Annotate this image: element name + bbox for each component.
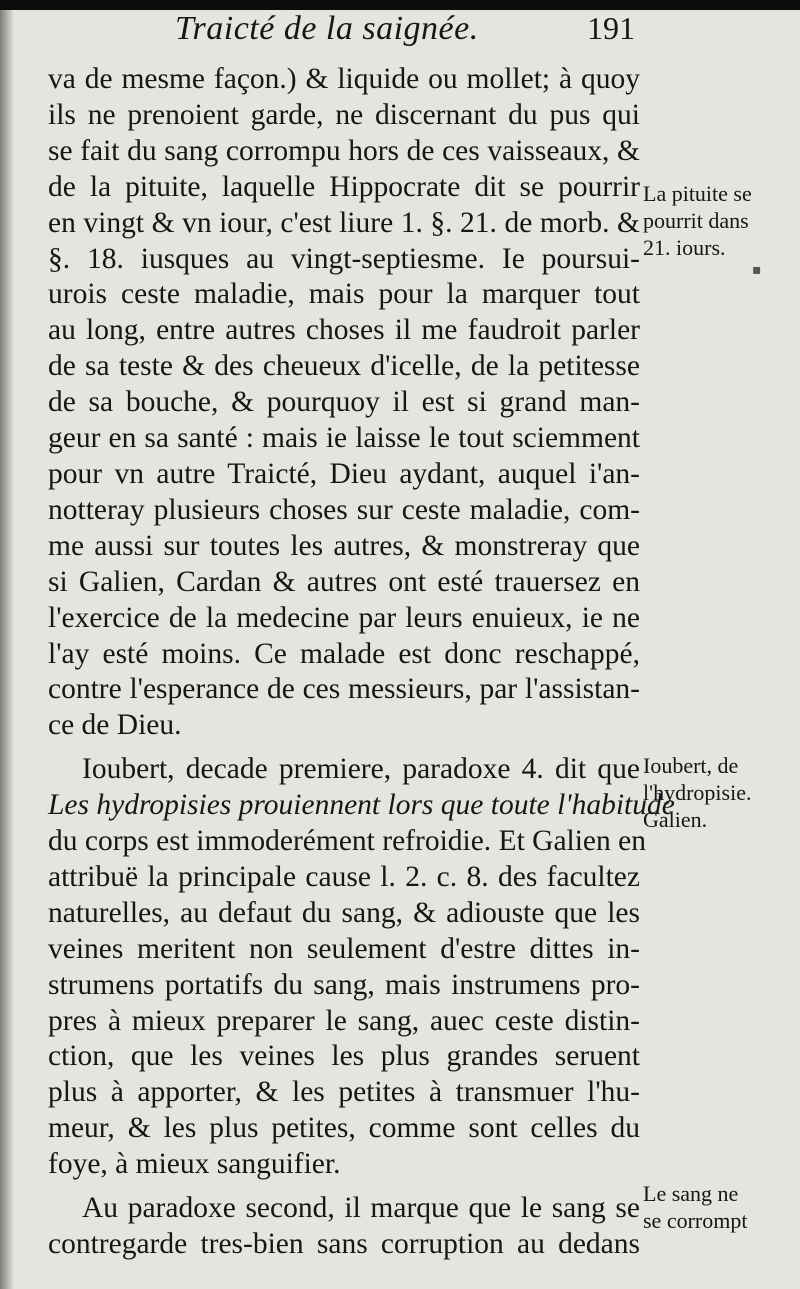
text-line: urois ceste maladie, mais pour la marquer tout — [48, 278, 640, 311]
text-line: naturelles, au defaut du sang, & adiouste que les — [48, 896, 640, 929]
page-gutter-shadow — [0, 10, 14, 1289]
note-line: Le sang ne — [643, 1181, 739, 1206]
text-line: de sa bouche, & pourquoy il est si grand man- — [48, 386, 640, 419]
text-line: si Galien, Cardan & autres ont esté trauersez en — [48, 565, 640, 598]
text-line: de la pituite, laquelle Hippocrate dit se pourrir — [48, 170, 640, 203]
text-line: ction, que les veines les plus grandes seruent — [48, 1040, 640, 1073]
text-line: notteray plusieurs choses sur ceste maladie, com- — [48, 493, 640, 526]
text-line: au long, entre autres choses il me faudroit parler — [48, 314, 640, 347]
text-line: Au paradoxe second, il marque que le sang se — [82, 1192, 640, 1225]
text-line: veines meritent non seulement d'estre dittes in- — [48, 932, 640, 965]
note-line: l'hydropisie. — [643, 780, 752, 805]
note-line: Galien. — [643, 807, 708, 832]
text-line: foye, à mieux sanguifier. — [48, 1148, 341, 1181]
text-line: meur, & les plus petites, comme sont celles du — [48, 1112, 640, 1145]
text-line: de sa teste & des cheueux d'icelle, de la petitesse — [48, 350, 640, 383]
paragraph-3 — [48, 1191, 640, 1263]
note-line: Ioubert, de — [643, 753, 739, 778]
paragraph-gap — [48, 744, 640, 752]
text-line: du corps est immoderément refroidie. Et Galien en — [48, 825, 646, 858]
margin-note-pituite — [643, 180, 795, 261]
note-line: 21. iours. — [643, 235, 726, 260]
paragraph-gap — [48, 1183, 640, 1191]
text-line: pres à mieux preparer le sang, auec ceste distin- — [48, 1004, 640, 1037]
paragraph-2 — [48, 752, 675, 1183]
note-line: La pituite se — [643, 181, 752, 206]
scan-top-border — [0, 0, 800, 10]
text-line: pour vn autre Traicté, Dieu aydant, auquel i'an- — [48, 457, 640, 490]
note-line: pourrit dans — [643, 208, 749, 233]
running-title: Traicté de la saignée. — [175, 10, 479, 47]
ink-speck: ▪ — [752, 262, 762, 278]
text-line: me aussi sur toutes les autres, & monstreray que — [48, 529, 640, 562]
text-line: va de mesme façon.) & liquide ou mollet; à quoy — [48, 63, 640, 95]
text-line: l'exercice de la medecine par leurs enuieux, ie ne — [48, 601, 640, 634]
text-line: strumens portatifs du sang, mais instrumens pro- — [48, 968, 640, 1001]
text-line: ce de Dieu. — [48, 709, 182, 742]
note-line: se corrompt — [643, 1208, 748, 1233]
text-line: ils ne prenoient garde, ne discernant du pus qui — [48, 98, 640, 131]
text-line: geur en sa santé : mais ie laisse le tout sciemment — [48, 422, 640, 455]
page-header — [175, 10, 635, 64]
text-line: se fait du sang corrompu hors de ces vaisseaux, & — [48, 134, 640, 167]
text-line: contre l'esperance de ces messieurs, par l'assistan- — [48, 673, 640, 706]
text-line: §. 18. iusques au vingt-septiesme. Ie poursui- — [48, 242, 640, 275]
text-line: plus à apporter, & les petites à transmuer l'hu- — [48, 1076, 640, 1109]
margin-note-ioubert — [643, 752, 795, 833]
text-line: en vingt & vn iour, c'est liure 1. §. 21. de morb. & — [48, 206, 640, 239]
text-line: contregarde tres-bien sans corruption au dedans — [48, 1228, 640, 1260]
paragraph-1 — [48, 62, 640, 744]
text-line: Ioubert, decade premiere, paradoxe 4. dit que — [82, 753, 640, 786]
page-number: 191 — [587, 10, 635, 46]
text-line: l'ay esté moins. Ce malade est donc reschappé, — [48, 637, 640, 670]
margin-note-sang — [643, 1180, 795, 1234]
quotation-line: Les hydropisies prouiennent lors que toute l'habitude — [48, 789, 675, 822]
main-text — [48, 62, 675, 1263]
text-line: attribuë la principale cause l. 2. c. 8. des facultez — [48, 860, 640, 893]
